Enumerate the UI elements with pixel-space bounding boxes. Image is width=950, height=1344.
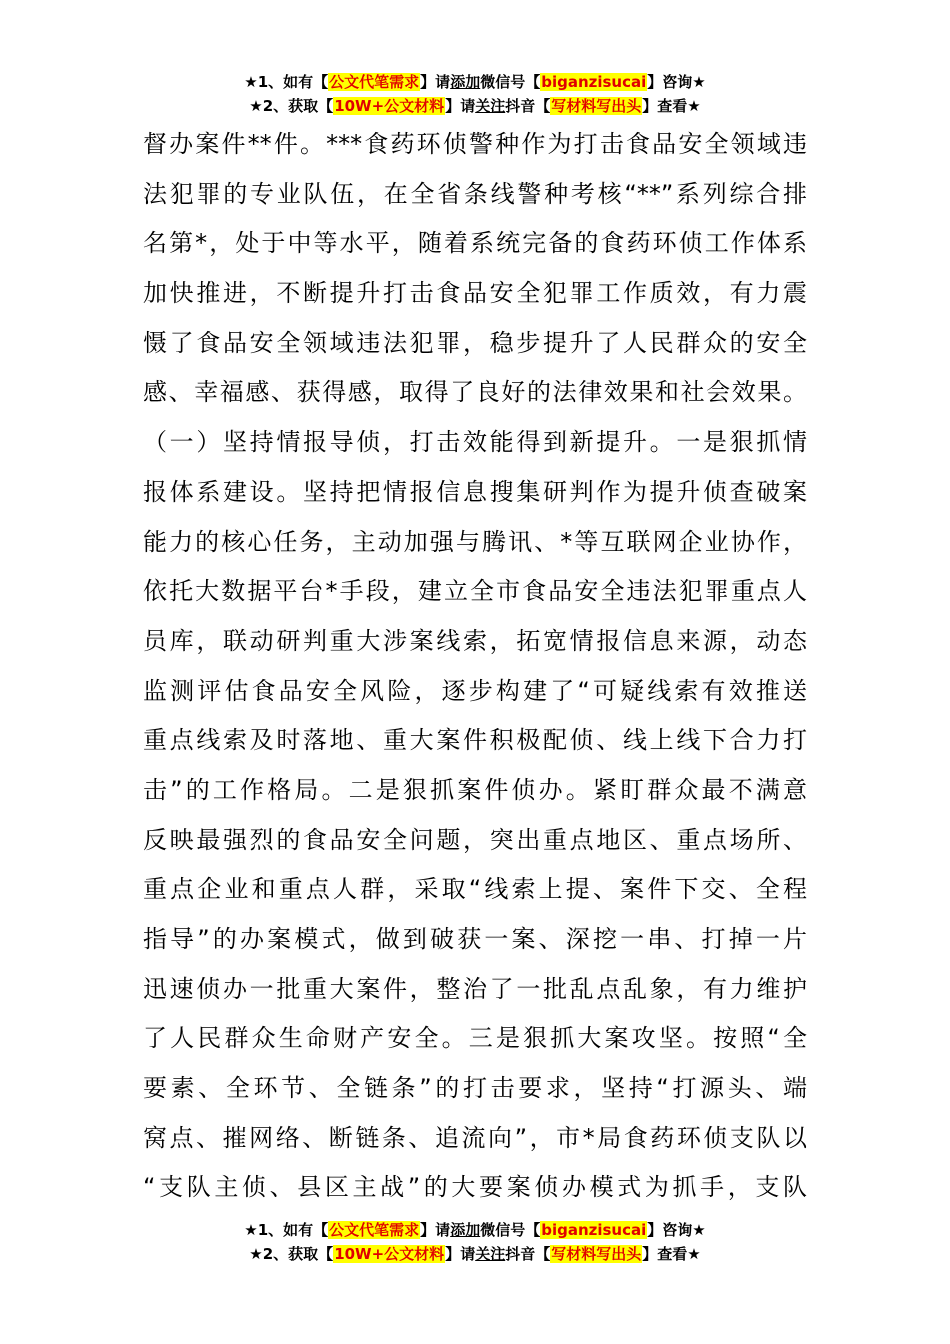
banner-underline: 关注 [475, 1245, 506, 1263]
banner-highlight: 10W+公文材料 [334, 1245, 445, 1263]
banner-underline: 关注 [475, 97, 506, 115]
body-line: 击”的工作格局。二是狠抓案件侦办。紧盯群众最不满意 [143, 775, 807, 804]
body-line: 监测评估食品安全风险，逐步构建了“可疑线索有效推送 [143, 676, 807, 705]
banner-underline: 添加 [450, 1221, 481, 1239]
banner-text: 】请 [445, 97, 476, 115]
banner-text: 】咨询★ [647, 1221, 706, 1239]
body-line: “支队主侦、县区主战”的大要案侦办模式为抓手，支队 [143, 1173, 807, 1202]
body-line: 重点线索及时落地、重大案件积极配侦、线上线下合力打 [143, 726, 807, 755]
body-line: 报体系建设。坚持把情报信息搜集研判作为提升侦查破案 [143, 477, 807, 506]
body-line: 要素、全环节、全链条”的打击要求，坚持“打源头、端 [143, 1074, 807, 1103]
body-line: 慑了食品安全领域违法犯罪，稳步提升了人民群众的安全 [143, 328, 807, 357]
banner-line-2 [0, 1242, 950, 1266]
banner-line-2 [0, 94, 950, 118]
footer-banner [0, 1218, 950, 1266]
banner-highlight: biganzisucai [541, 1221, 647, 1239]
banner-highlight: 写材料写出头 [551, 97, 642, 115]
body-line: 依托大数据平台*手段，建立全市食品安全违法犯罪重点人 [143, 577, 807, 606]
body-line: 反映最强烈的食品安全问题，突出重点地区、重点场所、 [143, 825, 807, 854]
banner-line-1 [0, 1218, 950, 1242]
body-line: 重点企业和重点人群，采取“线索上提、案件下交、全程 [143, 875, 807, 904]
banner-text: 抖音【 [505, 1245, 551, 1263]
banner-text: 】查看★ [642, 97, 701, 115]
banner-text: 】查看★ [642, 1245, 701, 1263]
banner-text: 微信号【 [480, 1221, 541, 1239]
body-line: （一）坚持情报导侦，打击效能得到新提升。一是狠抓情 [143, 428, 807, 457]
banner-highlight: 写材料写出头 [551, 1245, 642, 1263]
body-line: 加快推进，不断提升打击食品安全犯罪工作质效，有力震 [143, 279, 807, 308]
body-line: 指导”的办案模式，做到破获一案、深挖一串、打掉一片 [143, 925, 807, 953]
banner-highlight: 10W+公文材料 [334, 97, 445, 115]
banner-highlight: 公文代笔需求 [329, 73, 420, 91]
banner-line-1 [0, 70, 950, 94]
body-line: 名第*，处于中等水平，随着系统完备的食药环侦工作体系 [143, 229, 807, 258]
banner-text: 】请 [420, 73, 451, 91]
body-line: 督办案件**件。***食药环侦警种作为打击食品安全领域违 [143, 130, 807, 158]
banner-text: ★1、如有【 [244, 73, 329, 91]
banner-text: 】请 [420, 1221, 451, 1239]
body-line: 法犯罪的专业队伍，在全省条线警种考核“**”系列综合排 [143, 179, 807, 208]
body-line: 窝点、摧网络、断链条、追流向”，市*局食药环侦支队以 [143, 1123, 807, 1152]
body-line: 感、幸福感、获得感，取得了良好的法律效果和社会效果。 [143, 378, 807, 407]
banner-text: ★2、获取【 [249, 1245, 334, 1263]
body-line: 员库，联动研判重大涉案线索，拓宽情报信息来源，动态 [143, 626, 807, 655]
banner-text: 微信号【 [480, 73, 541, 91]
body-line: 能力的核心任务，主动加强与腾讯、*等互联网企业协作， [143, 527, 807, 556]
banner-text: 抖音【 [505, 97, 551, 115]
banner-highlight: biganzisucai [541, 73, 647, 91]
banner-text: ★2、获取【 [249, 97, 334, 115]
banner-text: 】咨询★ [647, 73, 706, 91]
header-banner [0, 70, 950, 118]
banner-text: ★1、如有【 [244, 1221, 329, 1239]
banner-highlight: 公文代笔需求 [329, 1221, 420, 1239]
banner-text: 】请 [445, 1245, 476, 1263]
banner-underline: 添加 [450, 73, 481, 91]
body-line: 了人民群众生命财产安全。三是狠抓大案攻坚。按照“全 [143, 1024, 807, 1053]
document-body [143, 120, 807, 1213]
body-line: 迅速侦办一批重大案件，整治了一批乱点乱象，有力维护 [143, 974, 807, 1003]
